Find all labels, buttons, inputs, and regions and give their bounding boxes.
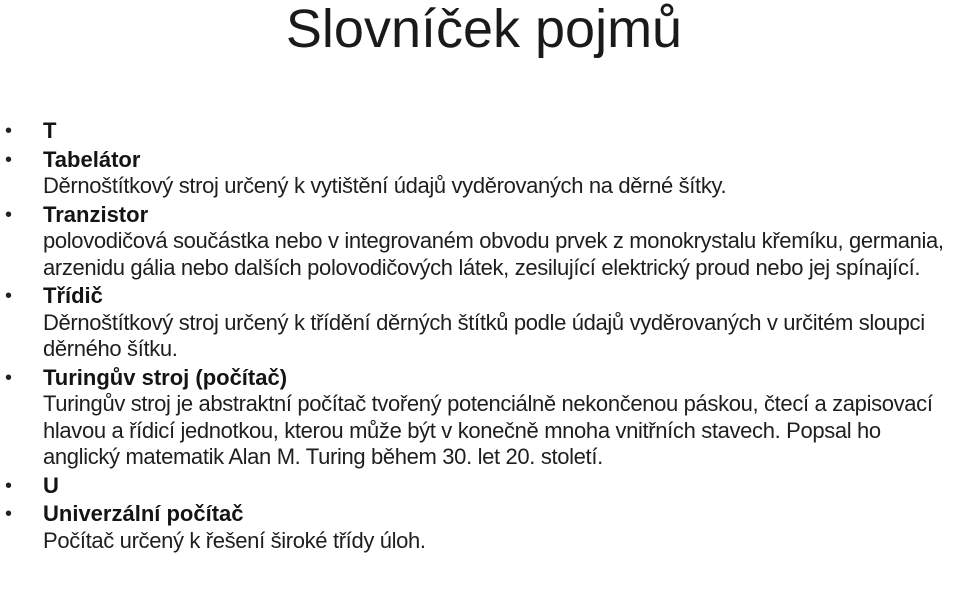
term-definition: Děrnoštítkový stroj určený k třídění děrných štítků podle údajů vyděrovaných v určitém sloupci děrného šítku. <box>43 309 925 361</box>
term-name: Tabelátor <box>43 146 141 172</box>
glossary-item <box>0 147 960 200</box>
bullet-icon: • <box>5 503 13 525</box>
term-name: Tranzistor <box>43 201 149 227</box>
term-name: U <box>43 472 59 498</box>
glossary-item <box>0 473 960 500</box>
bullet-icon: • <box>5 474 13 497</box>
glossary-item <box>0 283 960 363</box>
term-definition: Počítač určený k řešení široké třídy úloh. <box>43 527 426 553</box>
bullet-icon: • <box>5 148 13 171</box>
term-name: Třídič <box>43 283 103 308</box>
glossary-item <box>0 365 960 471</box>
bullet-icon: • <box>5 120 13 142</box>
glossary-list <box>0 118 960 556</box>
term-definition: polovodičová součástka nebo v integrovaném obvodu prvek z monokrystalu křemíku, germania, arzenidu gália nebo dalších polovodičových látek, zesilující elektrický proud nebo jej spínající. <box>43 228 944 280</box>
term-name: Univerzální počítač <box>43 501 244 526</box>
bullet-icon: • <box>5 366 13 389</box>
term-definition: Děrnoštítkový stroj určený k vytištění údajů vyděrovaných na děrné šítky. <box>43 173 727 198</box>
bullet-icon: • <box>5 203 13 226</box>
glossary-item <box>0 501 960 554</box>
glossary-item <box>0 202 960 282</box>
bullet-icon: • <box>5 285 13 307</box>
term-name: Turingův stroj (počítač) <box>43 364 288 390</box>
term-definition: Turingův stroj je abstraktní počítač tvořený potenciálně nekončenou páskou, čtecí a zapisovací hlavou a řídicí jednotkou, kterou může být v konečně mnoha vnitřních stavech. Popsal ho anglický matematik Alan M. Turing během 30. let 20. století. <box>43 391 933 469</box>
glossary-item <box>0 118 960 145</box>
term-name: T <box>43 118 57 143</box>
page-title: Slovníček pojmů <box>285 0 683 59</box>
